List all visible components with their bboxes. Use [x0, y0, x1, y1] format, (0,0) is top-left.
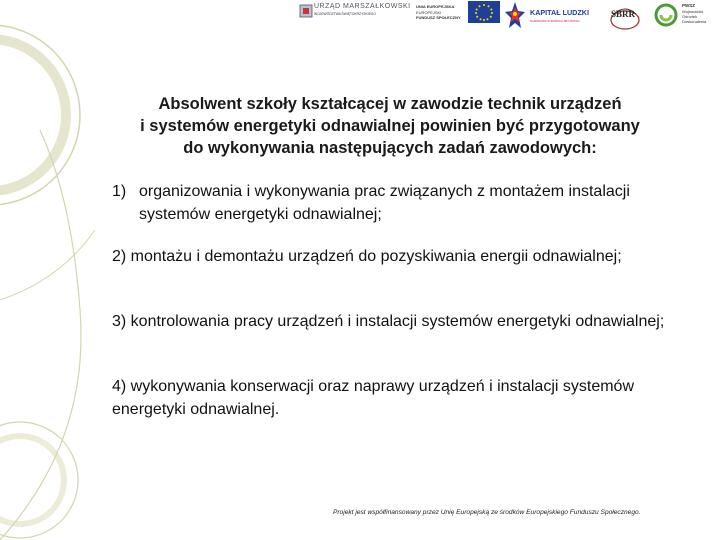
deco-curve-2 [0, 230, 95, 300]
sbrr-name: SBRR [611, 9, 636, 19]
poland-map-star-icon [504, 1, 526, 31]
eu-flag-icon [468, 1, 500, 23]
eu-logo [414, 0, 524, 34]
marshal-office-logo [296, 0, 411, 34]
deco-circle-bottom-inner [0, 436, 64, 524]
list-item-2: 2) montażu i demontażu urządzeń do pozyskiwania energii odnawialnej; [112, 248, 622, 265]
list-item-4: 4) wykonywania konserwacji oraz naprawy urządzeń i instalacji systemów energetyki odnawialnej. [112, 378, 634, 418]
deco-circle-outer [0, 25, 80, 205]
leaf-spiral-icon [652, 0, 680, 30]
list-item-1-number: 1) [112, 183, 127, 200]
marshal-office-subtitle: WOJEWÓDZTWA ŚWIĘTOKRZYSKIEGO [314, 12, 376, 16]
kapital-ludzki-subtitle: NARODOWA STRATEGIA SPÓJNOŚCI [530, 19, 580, 23]
pwsz-line1: PWSZ [682, 3, 695, 8]
heading-line-1: Absolwent szkoły kształcącej w zawodzie technik urządzeń [158, 95, 622, 113]
pwsz-line3: Ośrodek [682, 14, 698, 19]
heading-line-2: i systemów energetyki odnawialnej powinien być przygotowany [140, 117, 640, 135]
list-item-1 [112, 180, 672, 226]
eu-line3: FUNDUSZ SPOŁECZNY [416, 15, 461, 20]
coat-of-arms-icon [299, 4, 313, 18]
marshal-office-title: URZĄD MARSZAŁKOWSKI [314, 3, 411, 10]
deco-curve [0, 130, 81, 540]
slide-heading [100, 93, 680, 159]
kapital-ludzki-logo [528, 0, 596, 34]
eu-line1: UNIA EUROPEJSKA [416, 4, 455, 9]
heading-line-3: do wykonywania następujących zadań zawodowych: [183, 139, 597, 157]
footer-note: Projekt jest współfinansowany przez Unię Europejską ze środków Europejskiego Funduszu Społecznego. [333, 509, 641, 516]
deco-circle-large [0, 39, 66, 191]
logo-bar [296, 0, 720, 34]
kapital-ludzki-name: KAPITAŁ LUDZKI [530, 8, 589, 17]
list-item-3: 3) kontrolowania pracy urządzeń i instalacji systemów energetyki odnawialnej; [112, 313, 665, 330]
sbrr-logo [606, 0, 646, 34]
pwsz-line4: Doskonalenia [682, 19, 707, 24]
list-item-1-text: organizowania i wykonywania prac związanych z montażem instalacji systemów energetyki odnawialnej; [139, 183, 630, 223]
eu-line2: EUROPEJSKI [416, 10, 442, 15]
pwsz-logo [650, 0, 720, 34]
deco-circle-bottom [0, 422, 78, 538]
pwsz-line2: Wojewódzki [682, 9, 704, 14]
